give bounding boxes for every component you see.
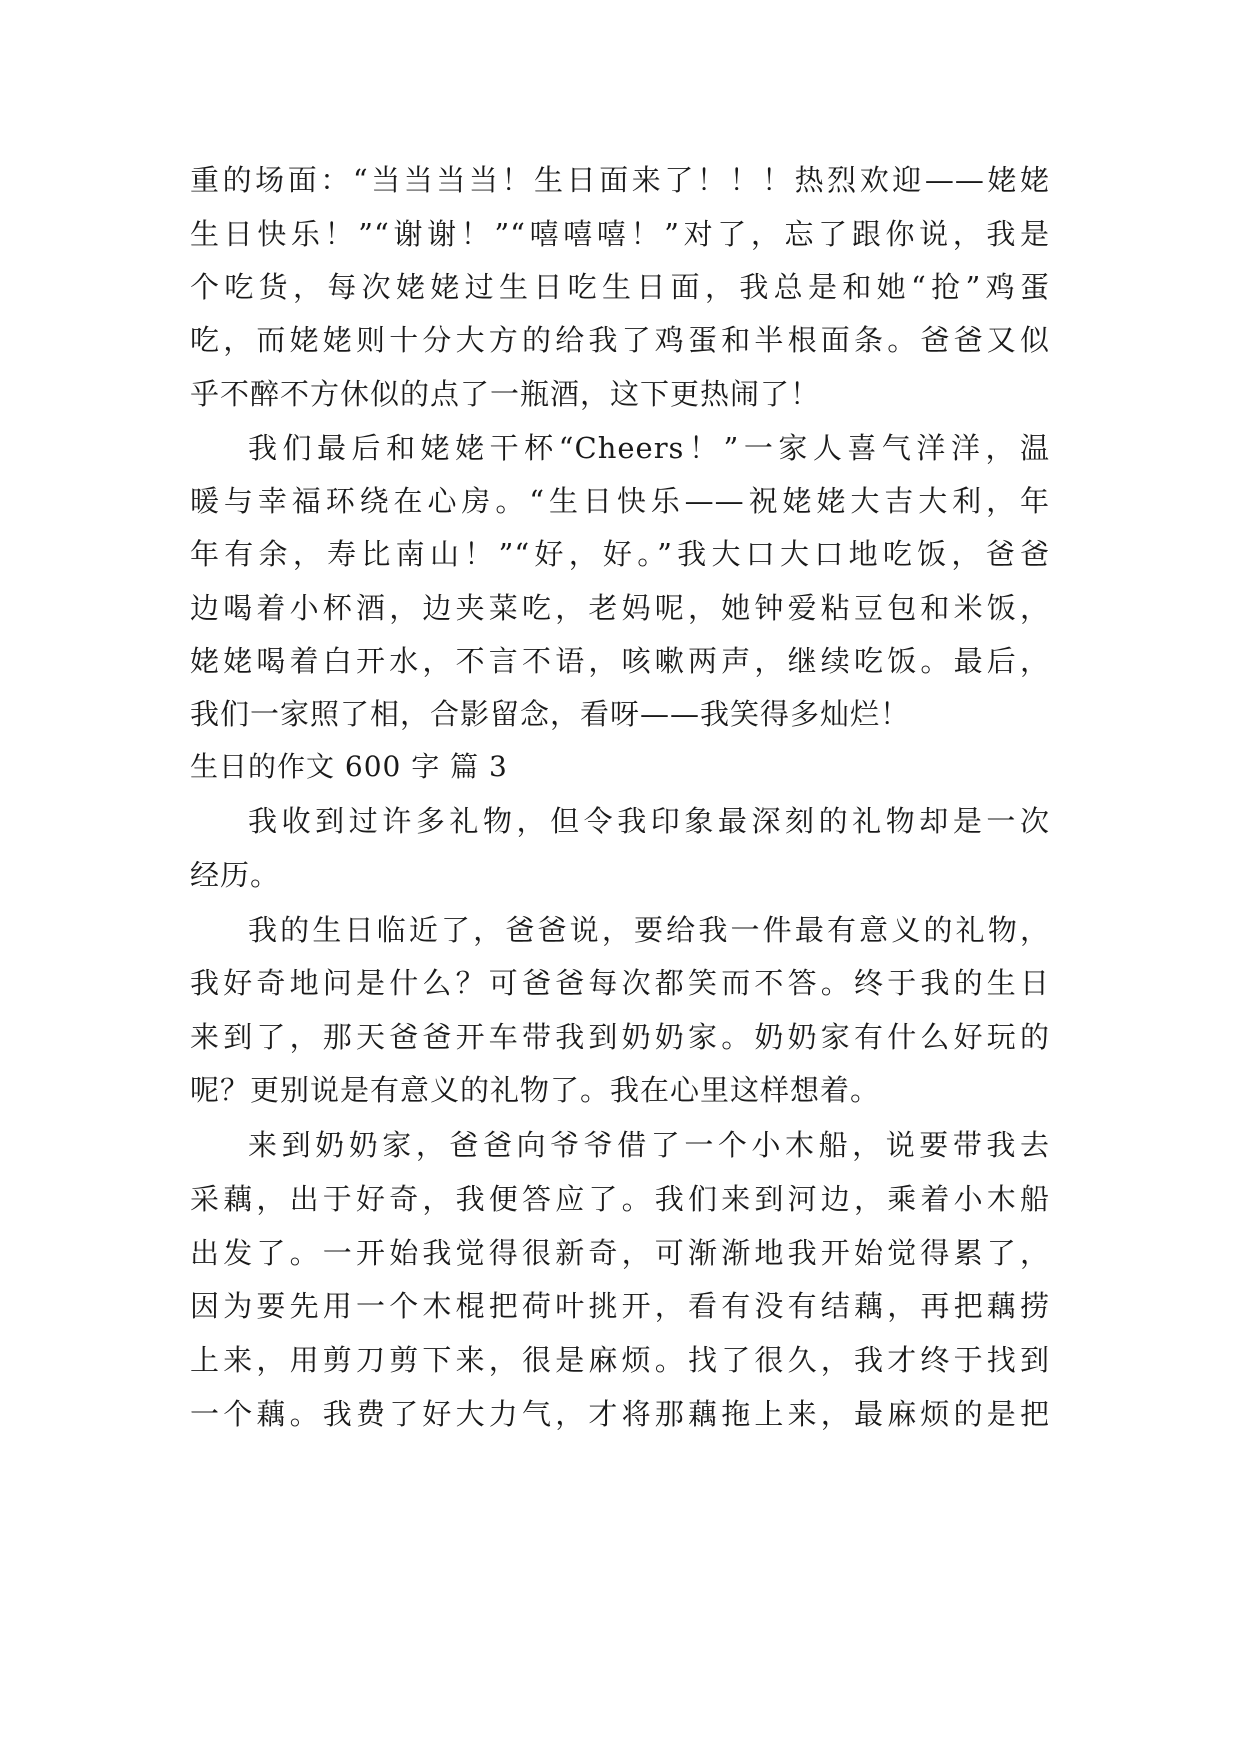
section-heading: 生日的作文 600 字 篇 3 [190,750,508,783]
text-line: 姥姥喝着白开水，不言不语，咳嗽两声，继续吃饭。最后， [190,644,1050,678]
text-line: 个吃货，每次姥姥过生日吃生日面，我总是和她“抢”鸡蛋 [190,270,1050,304]
text-line: 边喝着小杯酒，边夹菜吃，老妈呢，她钟爱粘豆包和米饭， [190,591,1050,625]
text-line: 我好奇地问是什么？可爸爸每次都笑而不答。终于我的生日 [190,966,1050,1000]
text-line: 采藕，出于好奇，我便答应了。我们来到河边，乘着小木船 [190,1182,1050,1216]
text-line: 重的场面：“当当当当！生日面来了！！！热烈欢迎——姥姥 [190,163,1050,197]
text-line: 生日快乐！”“谢谢！”“嘻嘻嘻！”对了，忘了跟你说，我是 [190,217,1050,251]
text-line: 上来，用剪刀剪下来，很是麻烦。找了很久，我才终于找到 [190,1343,1050,1377]
text-line: 我的生日临近了，爸爸说，要给我一件最有意义的礼物， [248,913,1050,947]
text-line: 年有余，寿比南山！”“好，好。”我大口大口地吃饭，爸爸 [190,537,1050,571]
text-line: 我们一家照了相，合影留念，看呀——我笑得多灿烂！ [190,697,911,731]
text-line: 乎不醉不方休似的点了一瓶酒，这下更热闹了！ [190,377,821,411]
text-line: 来到了，那天爸爸开车带我到奶奶家。奶奶家有什么好玩的 [190,1020,1050,1054]
text-line: 暖与幸福环绕在心房。“生日快乐——祝姥姥大吉大利，年 [190,484,1050,518]
text-line: 一个藕。我费了好大力气，才将那藕拖上来，最麻烦的是把 [190,1397,1050,1431]
text-line: 我收到过许多礼物，但令我印象最深刻的礼物却是一次 [248,804,1050,838]
text-line: 吃，而姥姥则十分大方的给我了鸡蛋和半根面条。爸爸又似 [190,323,1050,357]
text-line: 呢？更别说是有意义的礼物了。我在心里这样想着。 [190,1073,881,1107]
text-line: 来到奶奶家，爸爸向爷爷借了一个小木船，说要带我去 [248,1128,1050,1162]
text-line: 因为要先用一个木棍把荷叶挑开，看有没有结藕，再把藕捞 [190,1289,1050,1323]
text-line: 我们最后和姥姥干杯“Cheers！”一家人喜气洋洋，温 [248,431,1050,465]
text-line: 出发了。一开始我觉得很新奇，可渐渐地我开始觉得累了， [190,1236,1050,1270]
text-line: 经历。 [190,858,281,892]
